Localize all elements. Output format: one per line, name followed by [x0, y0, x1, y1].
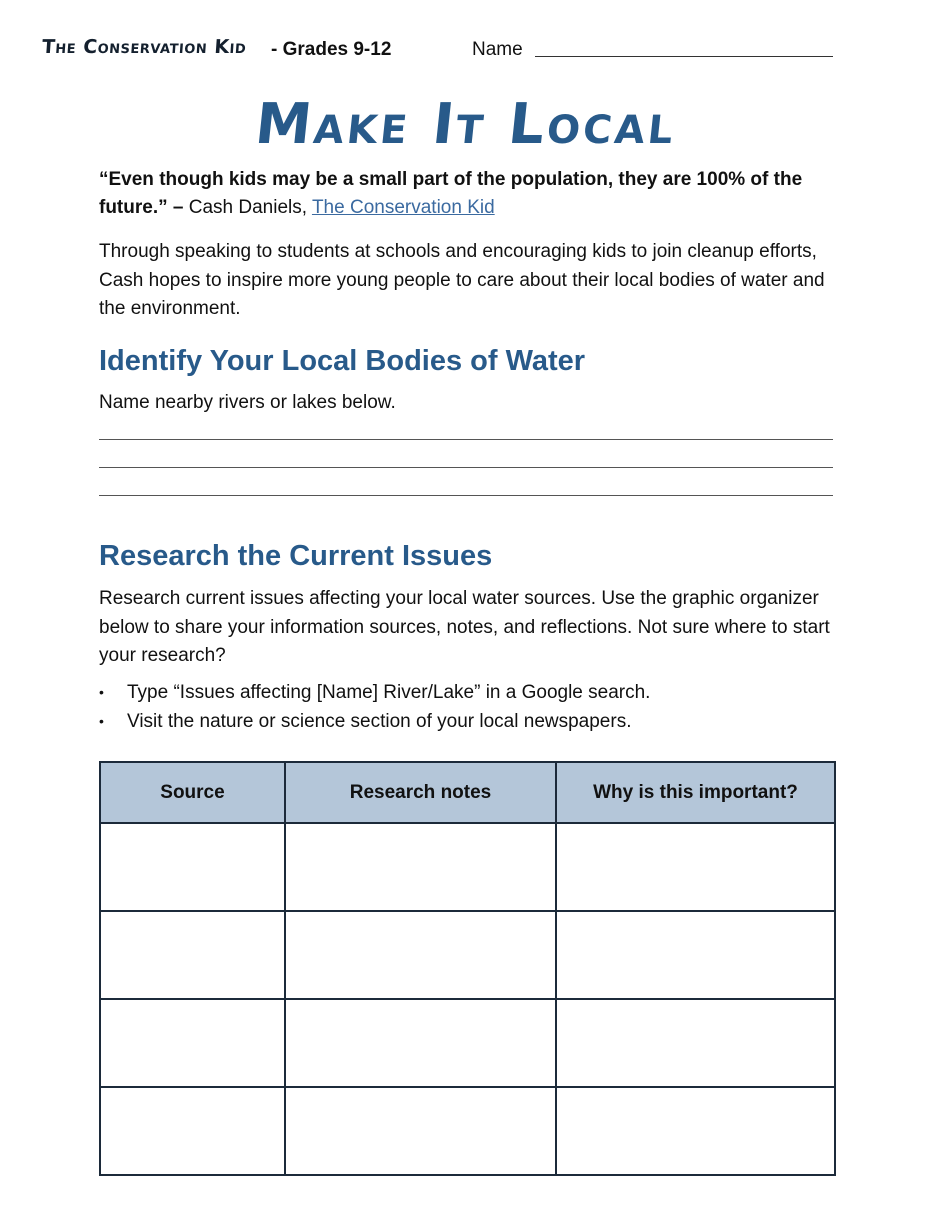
conservation-kid-link[interactable]: The Conservation Kid [311, 197, 495, 218]
importance-cell[interactable] [556, 823, 835, 911]
table-row [100, 999, 835, 1087]
header-why-important: Why is this important? [556, 762, 835, 823]
page-header [42, 34, 842, 66]
list-item-text: Type “Issues affecting [Name] River/Lake” in a Google search. [127, 682, 651, 703]
research-paragraph: Research current issues affecting your local water sources. Use the graphic organizer below to share your information sources, notes, and reflections. Not sure where to start your research? [99, 588, 830, 666]
quote-author: Cash Daniels, [188, 197, 312, 218]
identify-heading: Identify Your Local Bodies of Water [99, 345, 586, 377]
notes-cell[interactable] [285, 823, 556, 911]
table-row [100, 1087, 835, 1175]
quote-text: “Even though kids may be a small part of the population, they are 100% of the future.” [99, 169, 803, 218]
importance-cell[interactable] [556, 999, 835, 1087]
grade-level: - Grades 9-12 [271, 39, 392, 60]
intro-paragraph: Through speaking to students at schools and encouraging kids to join cleanup efforts, Cash hopes to inspire more young people to care about their local bodies of water and the environment. [99, 241, 825, 319]
importance-cell[interactable] [556, 1087, 835, 1175]
table-header-row [100, 762, 835, 823]
source-cell[interactable] [100, 823, 285, 911]
table-row [100, 823, 835, 911]
graphic-organizer-table [99, 761, 836, 1176]
list-item-text: Visit the nature or science section of your local newspapers. [127, 711, 632, 732]
answer-line-2[interactable] [99, 467, 833, 468]
notes-cell[interactable] [285, 1087, 556, 1175]
notes-cell[interactable] [285, 911, 556, 999]
quote-dash: – [167, 197, 189, 218]
source-cell[interactable] [100, 1087, 285, 1175]
notes-cell[interactable] [285, 999, 556, 1087]
header-research-notes: Research notes [285, 762, 556, 823]
bullet-icon: • [99, 713, 104, 729]
header-source: Source [100, 762, 285, 823]
research-heading: Research the Current Issues [99, 540, 493, 572]
page-title: Make It Local [252, 92, 680, 157]
answer-line-3[interactable] [99, 495, 833, 496]
tips-list [99, 678, 833, 736]
list-item [99, 678, 833, 707]
list-item [99, 707, 833, 736]
importance-cell[interactable] [556, 911, 835, 999]
bullet-icon: • [99, 684, 104, 700]
name-input-line[interactable] [535, 56, 833, 57]
identify-prompt: Name nearby rivers or lakes below. [99, 392, 396, 413]
brand-logo-text: The Conservation Kid [41, 36, 248, 58]
table-row [100, 911, 835, 999]
source-cell[interactable] [100, 911, 285, 999]
name-label: Name [472, 39, 523, 60]
answer-line-1[interactable] [99, 439, 833, 440]
quote-paragraph [99, 166, 833, 222]
source-cell[interactable] [100, 999, 285, 1087]
